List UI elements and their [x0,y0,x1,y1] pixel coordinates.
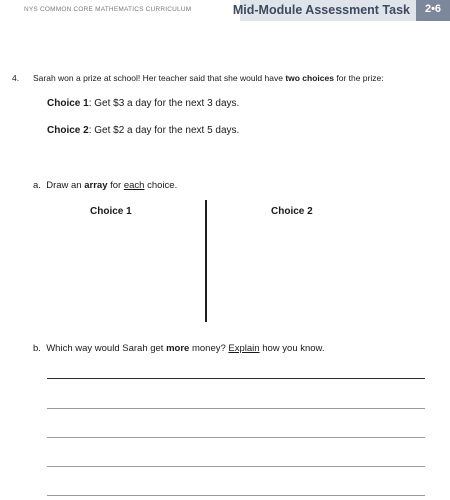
choice-1-text: : Get $3 a day for the next 3 days. [88,98,240,109]
part-a-prompt [33,180,177,191]
module-badge-text: 2•6 [424,3,442,15]
part-a-underline: each [123,180,145,191]
part-a-letter: a. [33,180,41,191]
array-divider-line [205,200,207,322]
part-b-text-3: how you know. [259,343,325,354]
part-a-bold: array [84,180,108,191]
answer-line[interactable] [47,495,425,496]
question-intro-before: Sarah won a prize at school! Her teacher said that she would have [33,73,286,83]
part-a-text-3: choice. [144,180,178,191]
answer-line[interactable] [47,408,425,409]
part-b-bold: more [166,343,190,354]
part-b-text-1: Which way would Sarah get [46,343,167,354]
part-b-letter: b. [33,343,41,354]
choice-2-line [47,125,239,136]
answer-line[interactable] [47,437,425,438]
part-b-prompt [33,343,325,354]
question-intro-after: for the prize: [333,73,384,83]
choice-1-line [47,98,239,109]
question-intro [33,73,384,83]
array-column-choice-1: Choice 1 [90,206,132,217]
part-a-text-1: Draw an [46,180,85,191]
part-b-text-2: money? [189,343,229,354]
question-number: 4. [12,73,20,83]
answer-line[interactable] [47,466,425,467]
answer-line[interactable] [47,378,425,379]
choice-2-label: Choice 2 [47,125,89,136]
array-column-choice-2: Choice 2 [271,206,313,217]
module-badge [416,0,450,21]
choice-2-text: : Get $2 a day for the next 5 days. [88,125,240,136]
part-b-underline: Explain [228,343,260,354]
assessment-title: Mid-Module Assessment Task [232,3,410,17]
header-title-band [232,0,416,21]
part-a-text-2: for [107,180,124,191]
choice-1-label: Choice 1 [47,98,89,109]
header-left-band [0,0,240,21]
page-header [0,0,450,21]
curriculum-label: NYS COMMON CORE MATHEMATICS CURRICULUM [24,6,192,13]
question-intro-bold: two choices [285,73,334,83]
